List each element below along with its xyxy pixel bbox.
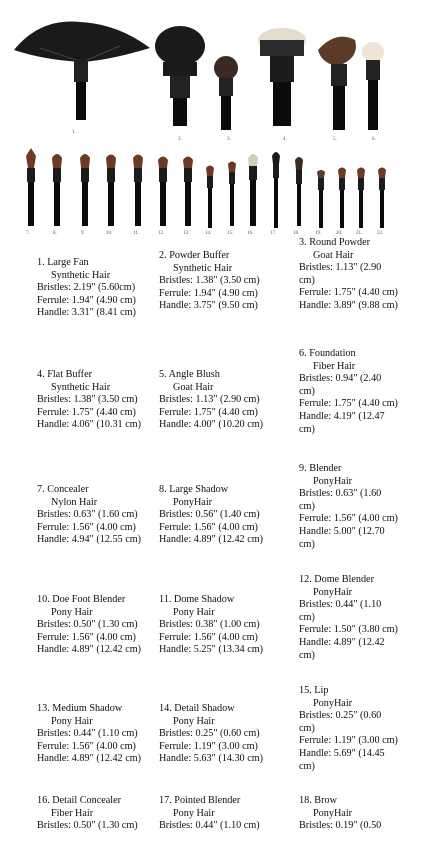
brush-bristles: Bristles: 0.44" (1.10 cm): [159, 820, 260, 832]
brush-ferrule: Ferrule: 1.56" (4.00 cm): [37, 521, 136, 533]
brush-ferrule: Ferrule: 1.75" (4.40 cm): [159, 406, 258, 418]
brush-ferrule: Ferrule: 1.56" (4.00 cm): [159, 521, 258, 533]
brush-entry-11: [159, 594, 263, 657]
brush-number: 15. Lip: [299, 685, 329, 696]
brush-handle: Handle: 3.75" (9.50 cm): [159, 300, 258, 312]
brush-entry-15: [299, 685, 399, 773]
brush-entry-1: [37, 257, 136, 320]
brush-entry-6: [299, 348, 399, 436]
brush-bristles: Bristles: 0.50" (1.30 cm): [37, 619, 138, 631]
brush-handle: Handle: 5.00" (12.70 cm): [299, 525, 385, 550]
svg-text:4.: 4.: [283, 137, 287, 142]
svg-text:8.: 8.: [53, 231, 57, 236]
svg-text:14.: 14.: [205, 231, 212, 236]
brush-entry-7: [37, 484, 141, 547]
brush-number: 14. Detail Shadow: [159, 703, 235, 714]
brush-6-foundation: [362, 42, 384, 130]
brush-bristles: Bristles: 1.13" (2.90 cm): [159, 394, 260, 406]
brush-number: 18. Brow: [299, 795, 337, 806]
brush-number: 5. Angle Blush: [159, 369, 220, 380]
brush-hair: Synthetic Hair: [51, 269, 111, 281]
brush-number: 2. Powder Buffer: [159, 250, 230, 261]
brush-handle: Handle: 3.31" (8.41 cm): [37, 307, 136, 319]
brush-number: 7. Concealer: [37, 484, 89, 495]
brush-bristles: Bristles: 0.94" (2.40 cm): [299, 373, 382, 397]
brush-hair: Pony Hair: [173, 807, 215, 819]
brush-number: 1. Large Fan: [37, 257, 89, 268]
brush-ferrule: Ferrule: 1.56" (4.00 cm): [37, 631, 136, 643]
brush-ferrule: Ferrule: 1.19" (3.00 cm): [299, 735, 398, 747]
brush-ferrule: Ferrule: 1.19" (3.00 cm): [159, 740, 258, 752]
svg-text:15.: 15.: [227, 231, 234, 236]
brush-entry-9: [299, 463, 399, 551]
brush-3-round-powder: [214, 56, 238, 130]
brush-hair: Goat Hair: [173, 381, 214, 393]
brush-hair: Pony Hair: [173, 715, 215, 727]
photo-numbers-bottom: [26, 231, 383, 236]
brush-ferrule: Ferrule: 1.56" (4.00 cm): [37, 740, 136, 752]
svg-text:2.: 2.: [178, 137, 182, 142]
brush-ferrule: Ferrule: 1.94" (4.90 cm): [159, 287, 258, 299]
brush-hair: PonyHair: [313, 475, 353, 487]
brush-bristles: Bristles: 0.56" (1.40 cm): [159, 509, 260, 521]
brush-bristles: Bristles: 1.38" (3.50 cm): [159, 275, 260, 287]
brush-handle: Handle: 4.89" (12.42 cm): [37, 644, 142, 656]
brush-hair: Goat Hair: [313, 249, 354, 261]
brush-number: 3. Round Powder: [299, 237, 371, 248]
brush-handle: Handle: 4.89" (12.42 cm): [299, 636, 385, 661]
brush-handle: Handle: 4.89" (12.42 cm): [159, 534, 264, 546]
brush-hair: Synthetic Hair: [173, 262, 233, 274]
brush-handle: Handle: 5.69" (14.45 cm): [299, 747, 385, 772]
svg-text:1.: 1.: [72, 130, 76, 135]
brush-number: 17. Pointed Blender: [159, 795, 241, 806]
brush-hair: Pony Hair: [51, 715, 93, 727]
svg-text:21.: 21.: [356, 231, 363, 236]
brush-bristles: Bristles: 0.44" (1.10 cm): [299, 599, 382, 623]
brush-hair: PonyHair: [313, 807, 353, 819]
brush-entry-17: [159, 795, 260, 833]
brush-bristles: Bristles: 0.63" (1.60 cm): [299, 488, 382, 512]
brush-hair: Pony Hair: [51, 606, 93, 618]
brush-number: 8. Large Shadow: [159, 484, 229, 495]
brush-hair: Fiber Hair: [313, 360, 356, 372]
brush-ferrule: Ferrule: 1.50" (3.80 cm): [299, 624, 398, 636]
brush-ferrule: Ferrule: 1.75" (4.40 cm): [299, 398, 398, 410]
brush-bristles: Bristles: 0.38" (1.00 cm): [159, 619, 260, 631]
brush-bristles: Bristles: 0.19" (0.50: [299, 820, 382, 832]
svg-text:7.: 7.: [26, 231, 30, 236]
brush-handle: Handle: 4.06" (10.31 cm): [37, 419, 142, 431]
brush-bristles: Bristles: 1.13" (2.90 cm): [299, 262, 382, 286]
brush-ferrule: Ferrule: 1.56" (4.00 cm): [299, 513, 398, 525]
svg-text:16.: 16.: [247, 231, 254, 236]
brush-7-to-22-row: [26, 148, 386, 228]
brush-handle: Handle: 3.89" (9.88 cm): [299, 299, 398, 311]
svg-text:11.: 11.: [133, 231, 140, 236]
brush-set-photo: [0, 0, 429, 245]
brush-entry-14: [159, 703, 263, 766]
brush-ferrule: Ferrule: 1.94" (4.90 cm): [37, 294, 136, 306]
brush-ferrule: Ferrule: 1.75" (4.40 cm): [299, 287, 398, 299]
svg-text:22.: 22.: [377, 231, 384, 236]
brush-entry-4: [37, 369, 141, 432]
brush-hair: Pony Hair: [173, 606, 215, 618]
svg-text:10.: 10.: [106, 231, 113, 236]
brush-number: 6. Foundation: [299, 348, 356, 359]
brush-handle: Handle: 4.19" (12.47 cm): [299, 410, 385, 435]
svg-text:12.: 12.: [158, 231, 165, 236]
brush-ferrule: Ferrule: 1.75" (4.40 cm): [37, 406, 136, 418]
brush-entry-16: [37, 795, 138, 833]
brush-bristles: Bristles: 0.25" (0.60 cm): [299, 710, 382, 734]
svg-text:6.: 6.: [372, 137, 376, 142]
brush-bristles: Bristles: 2.19" (5.60cm): [37, 282, 136, 294]
brush-handle: Handle: 4.00" (10.20 cm): [159, 419, 264, 431]
brush-entry-13: [37, 703, 141, 766]
brush-hair: Synthetic Hair: [51, 381, 111, 393]
brush-number: 16. Detail Concealer: [37, 795, 122, 806]
brush-hair: PonyHair: [313, 586, 353, 598]
photo-numbers-top: [72, 130, 376, 142]
brush-handle: Handle: 5.25" (13.34 cm): [159, 644, 264, 656]
brush-number: 13. Medium Shadow: [37, 703, 123, 714]
svg-text:9.: 9.: [81, 231, 85, 236]
brush-hair: Fiber Hair: [51, 807, 94, 819]
brush-bristles: Bristles: 0.44" (1.10 cm): [37, 728, 138, 740]
brush-4-flat-buffer: [258, 28, 306, 126]
brush-number: 4. Flat Buffer: [37, 369, 92, 380]
svg-text:20.: 20.: [336, 231, 343, 236]
brush-entry-10: [37, 594, 141, 657]
brush-hair: PonyHair: [313, 697, 353, 709]
brush-hair: PonyHair: [173, 496, 213, 508]
brush-number: 11. Dome Shadow: [159, 594, 235, 605]
svg-text:18.: 18.: [293, 231, 300, 236]
brush-entry-3: [299, 237, 399, 313]
brush-handle: Handle: 4.94" (12.55 cm): [37, 534, 142, 546]
brush-1-large-fan: [14, 22, 150, 120]
brush-ferrule: Ferrule: 1.56" (4.00 cm): [159, 631, 258, 643]
brush-entry-5: [159, 369, 263, 432]
brush-handle: Handle: 4.89" (12.42 cm): [37, 753, 142, 765]
brush-entry-8: [159, 484, 263, 547]
brush-hair: Nylon Hair: [51, 496, 98, 508]
brush-bristles: Bristles: 0.25" (0.60 cm): [159, 728, 260, 740]
svg-text:5.: 5.: [333, 137, 337, 142]
brush-number: 10. Doe Foot Blender: [37, 594, 126, 605]
brush-entry-2: [159, 250, 260, 313]
brush-bristles: Bristles: 0.63" (1.60 cm): [37, 509, 138, 521]
svg-text:17.: 17.: [270, 231, 277, 236]
svg-text:13.: 13.: [183, 231, 190, 236]
brush-bristles: Bristles: 0.50" (1.30 cm): [37, 820, 138, 832]
brush-5-angle-blush: [318, 37, 356, 130]
svg-text:3.: 3.: [227, 137, 231, 142]
brush-number: 9. Blender: [299, 463, 342, 474]
brush-number: 12. Dome Blender: [299, 574, 374, 585]
brush-entry-12: [299, 574, 399, 662]
brush-handle: Handle: 5.63" (14.30 cm): [159, 753, 264, 765]
brush-bristles: Bristles: 1.38" (3.50 cm): [37, 394, 138, 406]
brush-2-powder-buffer: [155, 26, 205, 126]
brush-entry-18: [299, 795, 399, 833]
svg-text:19.: 19.: [315, 231, 322, 236]
